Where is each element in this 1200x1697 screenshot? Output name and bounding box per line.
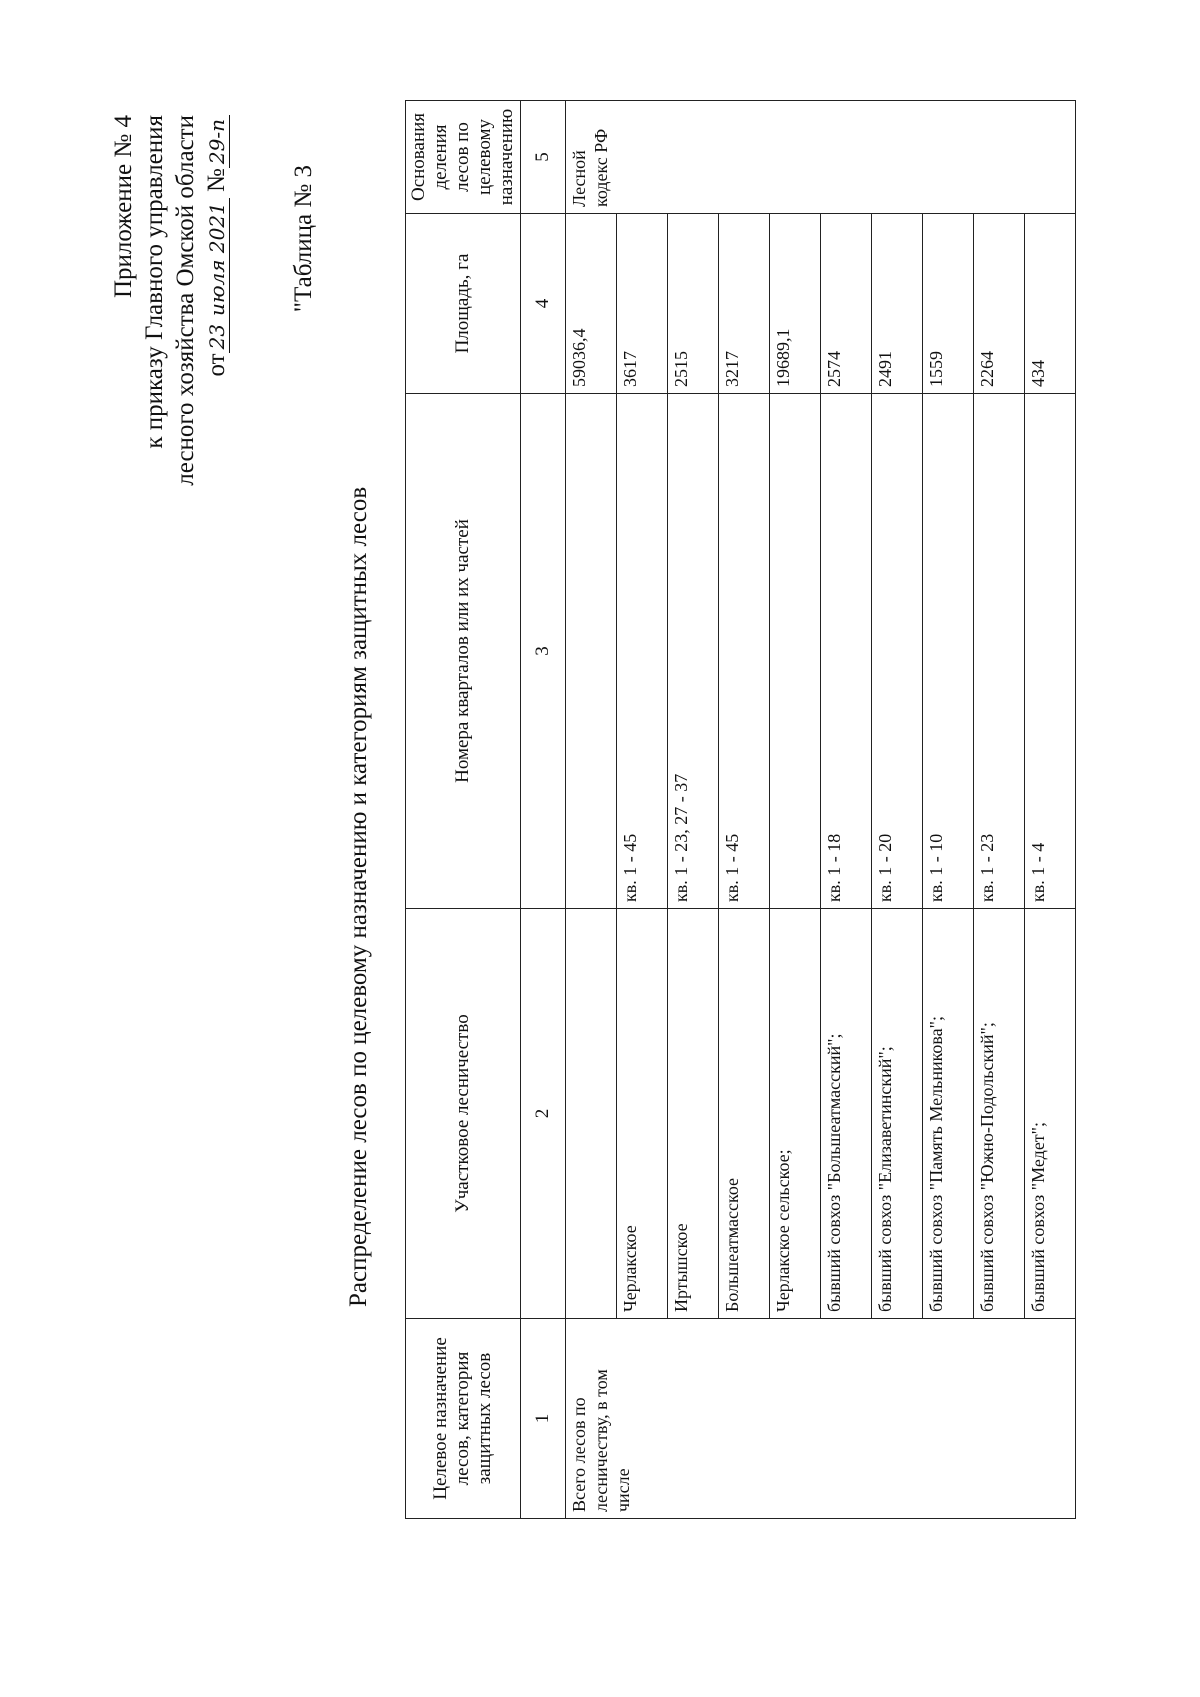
annex-date-line [201, 115, 233, 675]
table-row [668, 101, 719, 1519]
table-row-total [566, 101, 617, 1519]
header-quarters: Номера кварталов или их частей [406, 394, 521, 909]
table-row [719, 101, 770, 1519]
annex-line-2: к приказу Главного управления [141, 115, 168, 449]
table-row [1025, 101, 1076, 1519]
number-prefix: № [203, 168, 230, 192]
total-area-cell: 59036,4 [566, 214, 617, 394]
area-cell: 434 [1025, 214, 1076, 394]
table-row [974, 101, 1025, 1519]
quarters-cell: кв. 1 - 45 [617, 394, 668, 909]
quarters-cell: кв. 1 - 23 [974, 394, 1025, 909]
table-row [872, 101, 923, 1519]
quarters-cell-empty [566, 394, 617, 909]
area-cell: 2574 [821, 214, 872, 394]
forestry-cell: бывший совхоз "Большеатмасский"; [821, 909, 872, 1319]
area-cell: 2264 [974, 214, 1025, 394]
header-forestry: Участковое лесничество [406, 909, 521, 1319]
quarters-cell: кв. 1 - 18 [821, 394, 872, 909]
forestry-cell: бывший совхоз "Южно-Подольский"; [974, 909, 1025, 1319]
quarters-cell: кв. 1 - 4 [1025, 394, 1076, 909]
forestry-cell: бывший совхоз "Елизаветинский"; [872, 909, 923, 1319]
area-cell: 2491 [872, 214, 923, 394]
quarters-cell [770, 394, 821, 909]
forestry-cell: бывший совхоз "Медет"; [1025, 909, 1076, 1319]
table-row [770, 101, 821, 1519]
table-number-label: "Таблица № 3 [290, 165, 317, 313]
quarters-cell: кв. 1 - 10 [923, 394, 974, 909]
table-row [923, 101, 974, 1519]
forestry-cell-empty [566, 909, 617, 1319]
area-cell: 19689,1 [770, 214, 821, 394]
basis-cell: Лесной кодекс РФ [566, 101, 1076, 214]
category-cell: Всего лесов по лесничеству, в том числе [566, 1319, 1076, 1519]
header-basis: Основания деления лесов по целевому назначению [406, 101, 521, 214]
column-number-2: 2 [521, 909, 566, 1319]
forest-distribution-table [405, 100, 1076, 1519]
area-cell: 1559 [923, 214, 974, 394]
annex-header [108, 115, 233, 675]
column-number-row [521, 101, 566, 1519]
quarters-cell: кв. 1 - 23, 27 - 37 [668, 394, 719, 909]
column-number-4: 4 [521, 214, 566, 394]
area-cell: 3617 [617, 214, 668, 394]
forestry-cell: Иртышское [668, 909, 719, 1319]
column-number-3: 3 [521, 394, 566, 909]
annex-line-1: Приложение № 4 [110, 115, 137, 299]
quarters-cell: кв. 1 - 20 [872, 394, 923, 909]
annex-line-3: лесного хозяйства Омской области [172, 115, 199, 486]
quarters-cell: кв. 1 - 45 [719, 394, 770, 909]
document-title: Распределение лесов по целевому назначению и категориям защитных лесов [345, 486, 372, 1307]
number-value-handwritten: 29-п [205, 115, 230, 168]
table-row [617, 101, 668, 1519]
forestry-cell: Черлакское [617, 909, 668, 1319]
column-number-5: 5 [521, 101, 566, 214]
date-day-handwritten: 23 [205, 320, 230, 353]
forestry-cell: Большеатмасское [719, 909, 770, 1319]
header-area: Площадь, га [406, 214, 521, 394]
table-header-row [406, 101, 521, 1519]
forestry-cell: Черлакское сельское; [770, 909, 821, 1319]
header-purpose: Целевое назначение лесов, категория защитных лесов [406, 1319, 521, 1519]
forestry-cell: бывший совхоз "Память Мельникова"; [923, 909, 974, 1319]
date-prefix: от [203, 353, 230, 377]
column-number-1: 1 [521, 1319, 566, 1519]
table-row [821, 101, 872, 1519]
date-month-year-handwritten: июля 2021 [205, 198, 230, 320]
area-cell: 3217 [719, 214, 770, 394]
area-cell: 2515 [668, 214, 719, 394]
